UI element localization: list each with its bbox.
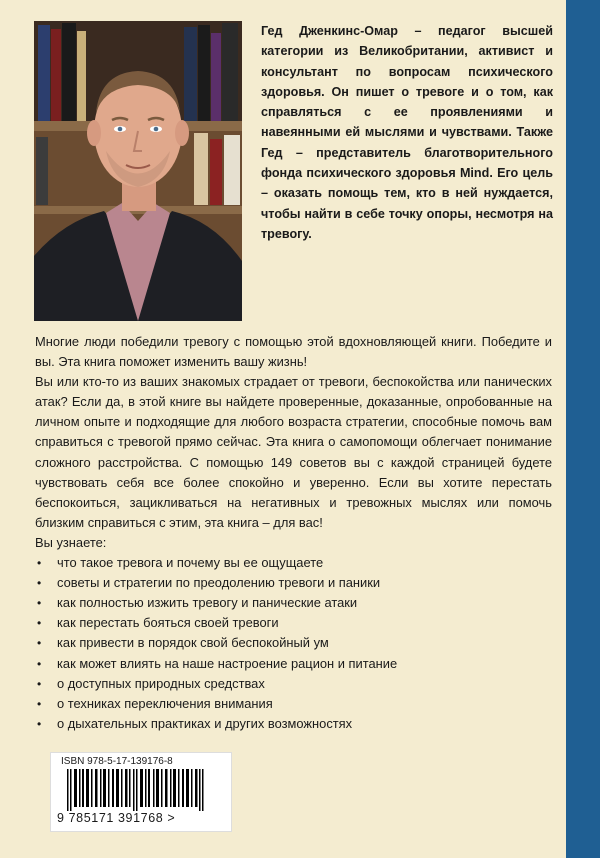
- barcode-digits: 9 785171 391768 >: [57, 811, 176, 825]
- bullet-icon: •: [37, 676, 42, 691]
- bullet-icon: •: [37, 636, 42, 651]
- intro-paragraph: Многие люди победили тревогу с помощью этой вдохновляющей книги. Победите и вы. Эта книга поможет изменить вашу жизнь!: [35, 334, 552, 370]
- barcode-icon: [67, 769, 217, 811]
- author-photo: [34, 21, 242, 321]
- list-item: • что такое тревога и почему вы ее ощущаете: [35, 553, 552, 573]
- list-item: • как перестать бояться своей тревоги: [35, 613, 552, 633]
- bullet-icon: •: [37, 556, 42, 571]
- list-item: • о дыхательных практиках и других возможностях: [35, 714, 552, 734]
- topics-list: [35, 553, 552, 734]
- list-item: • как привести в порядок свой беспокойный ум: [35, 633, 552, 653]
- book-description: [35, 332, 552, 734]
- book-spine-strip: [566, 0, 600, 858]
- barcode-block: [50, 752, 232, 832]
- bullet-icon: •: [37, 596, 42, 611]
- list-item: • как может влиять на наше настроение рацион и питание: [35, 654, 552, 674]
- bullet-icon: •: [37, 716, 42, 731]
- list-item: • о техниках переключения внимания: [35, 694, 552, 714]
- list-item: • советы и стратегии по преодолению тревоги и паники: [35, 573, 552, 593]
- bullet-icon: •: [37, 576, 42, 591]
- bullet-icon: •: [37, 696, 42, 711]
- learn-heading: Вы узнаете:: [35, 534, 107, 550]
- list-item: • о доступных природных средствах: [35, 674, 552, 694]
- author-photo-illustration: [34, 21, 242, 321]
- isbn-label: ISBN 978-5-17-139176-8: [61, 756, 173, 767]
- body-paragraph: Вы или кто-то из ваших знакомых страдает от тревоги, беспокойства или панических атак? Если да, в этой книге вы найдете проверенные, доказанные, опробованные на личном опыте и подходящие для любого возраста стратегии, способные помочь вам справиться с тревогой прямо сейчас. Эта книга о самопомощи облегчает понимание сложного расстройства. С помощью 149 советов вы с каждой страницей будете чувствовать себя все более спокойно и уверенно. Если вы хотите перестать беспокоиться, зацикливаться на негативных и тревожных мыслях или помочь близким справиться с этим, эта книга – для вас!: [35, 374, 552, 530]
- author-bio: Гед Дженкинс-Омар – педагог высшей категории из Великобритании, активист и консультант по вопросам психического здоровья. Он пишет о тревоге и о том, как справляться с ее проявлениями и навеянными ей мыслями и чувствами. Также Гед – представитель благотворительного фонда психического здоровья Mind. Его цель – оказать помощь тем, кто в ней нуждается, чтобы найти в себе точку опоры, несмотря на тревогу.: [261, 24, 553, 241]
- bullet-icon: •: [37, 656, 42, 671]
- bullet-icon: •: [37, 616, 42, 631]
- list-item: • как полностью изжить тревогу и панические атаки: [35, 593, 552, 613]
